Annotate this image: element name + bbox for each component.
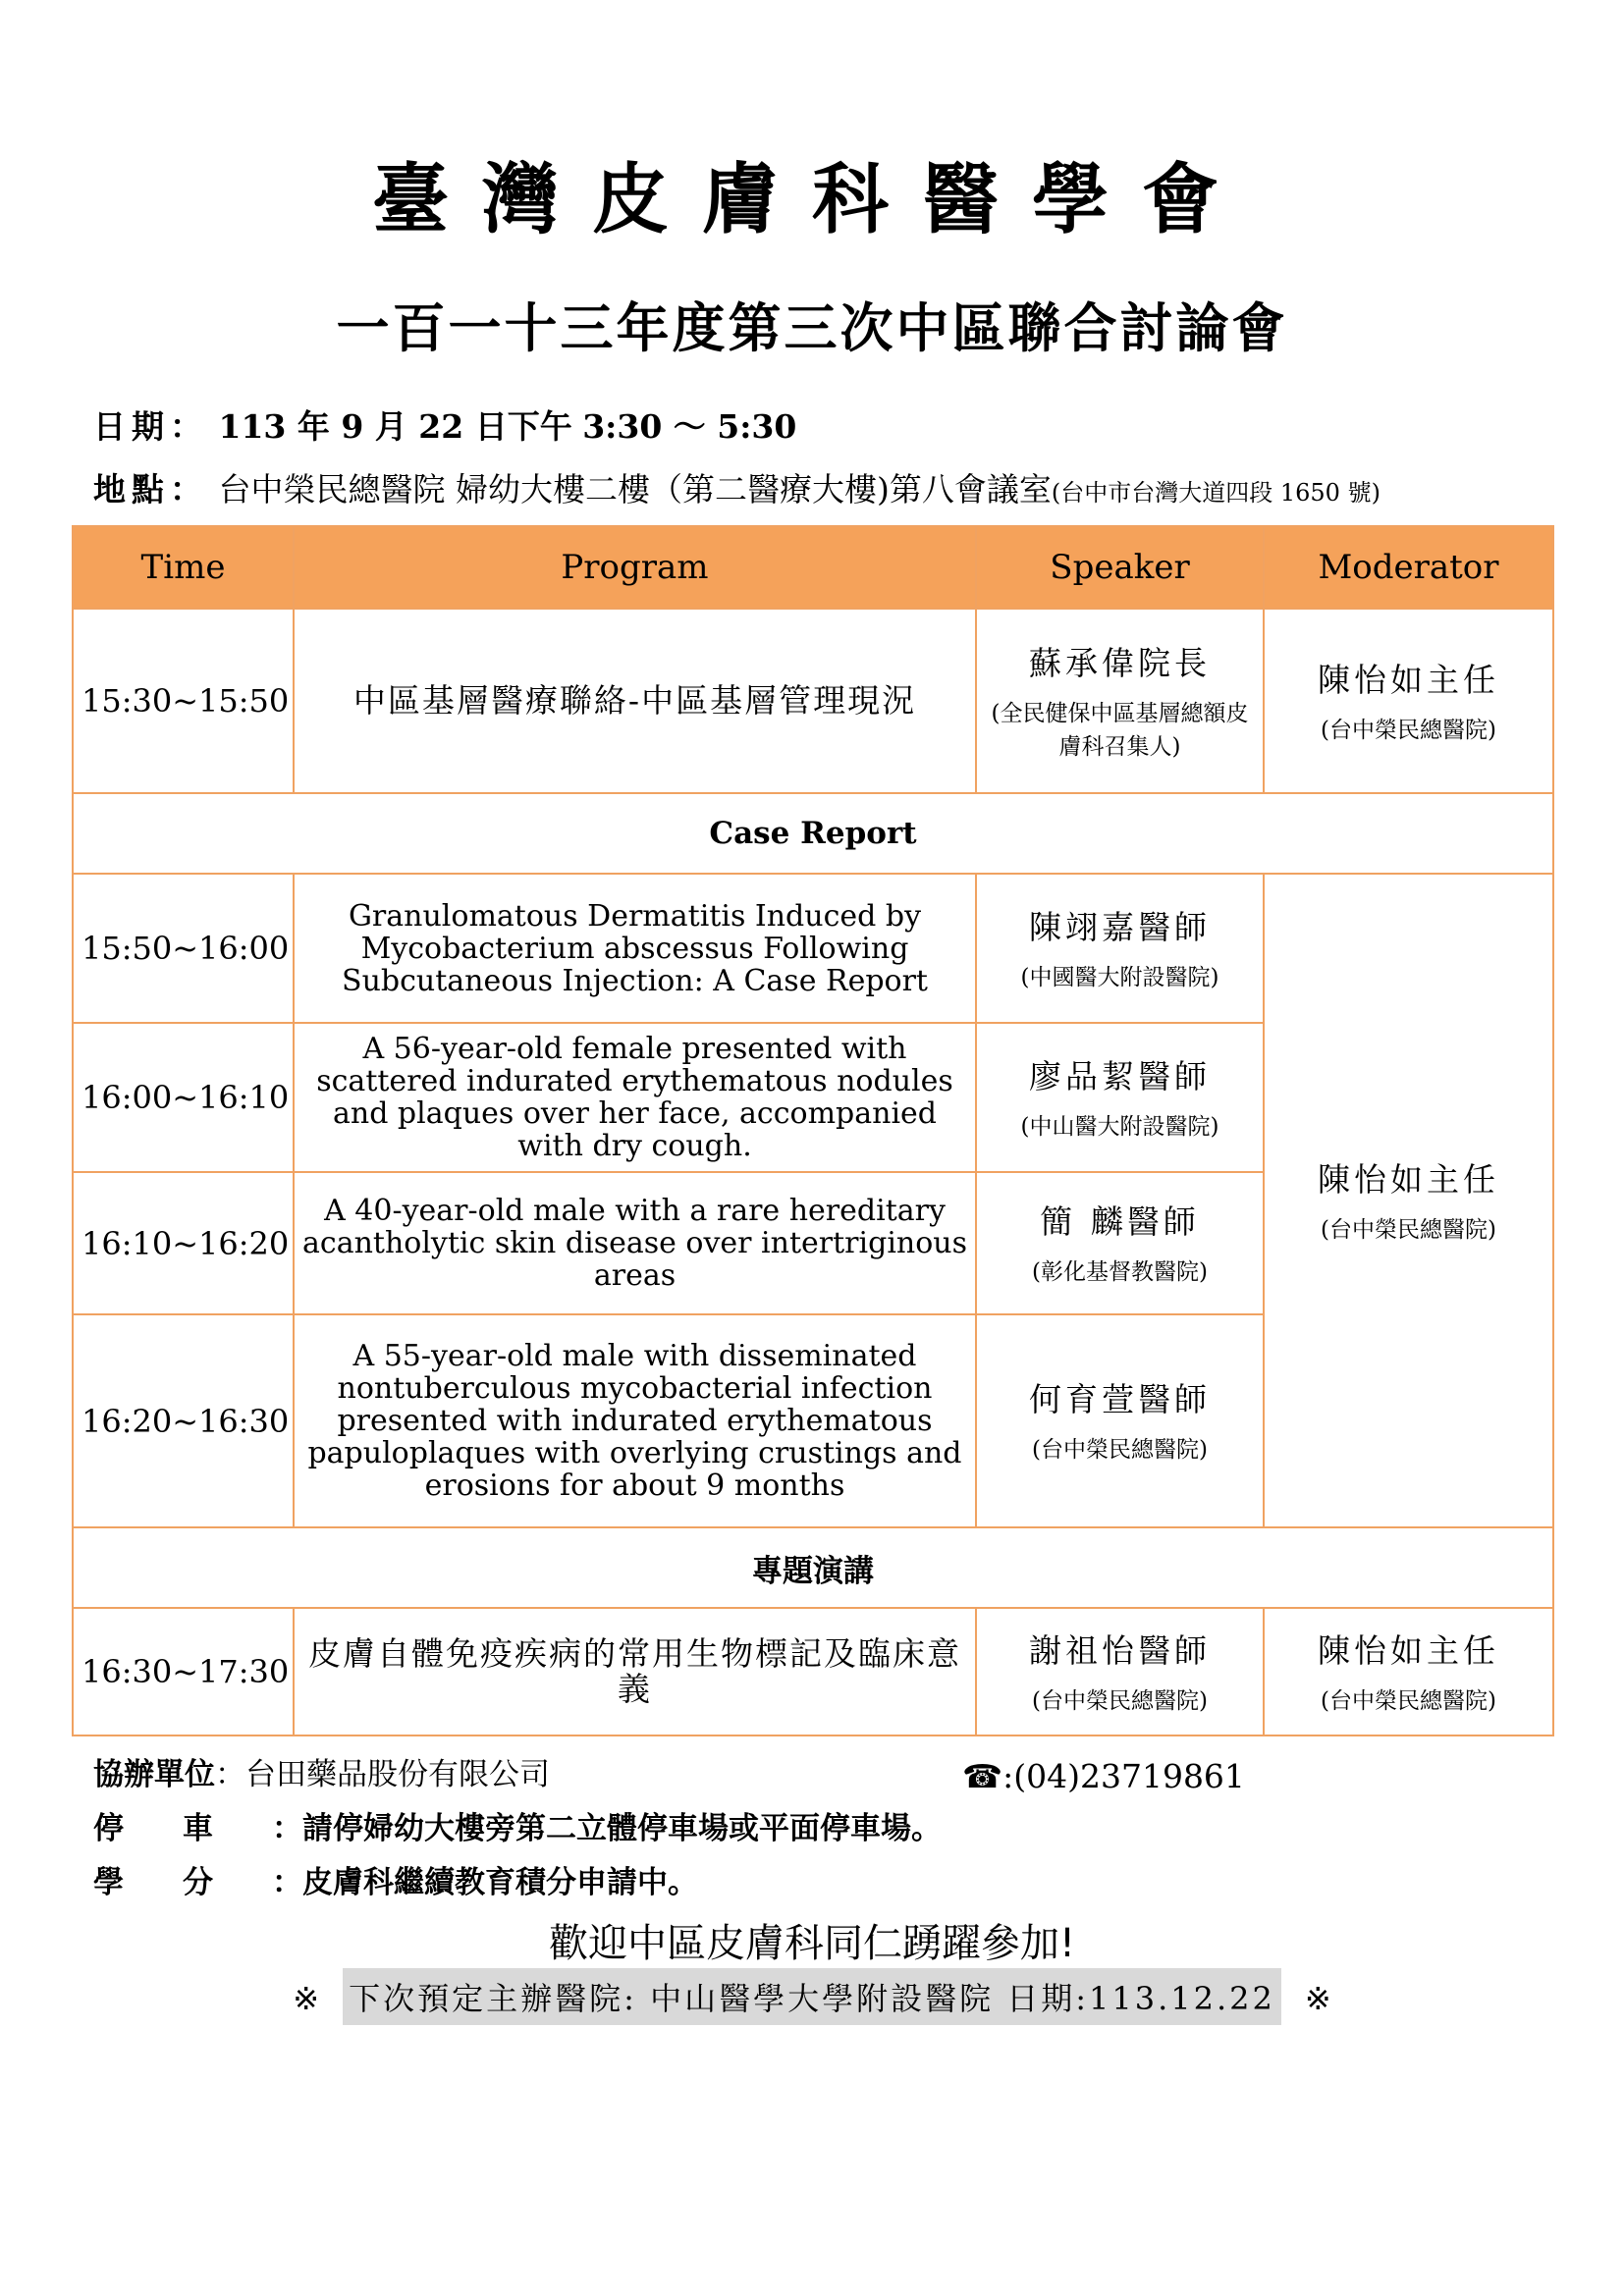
row-speaker bbox=[976, 609, 1264, 793]
date-time: 3:30 ～ 5:30 bbox=[582, 407, 797, 446]
parking-value: ：請停婦幼大樓旁第二立體停車場或平面停車場。 bbox=[272, 1811, 942, 1846]
row-time: 16:20~16:30 bbox=[73, 1314, 294, 1527]
speaker-affiliation: (台中榮民總醫院) bbox=[1032, 1687, 1208, 1714]
venue-address: (台中市台灣大道四段 1650 號) bbox=[1051, 479, 1380, 507]
next-host-note: 下次預定主辦醫院: 中山醫學大學附設醫院 日期:113.12.22 bbox=[343, 1968, 1281, 2025]
row-speaker bbox=[976, 1172, 1264, 1314]
row-speaker bbox=[976, 1608, 1264, 1735]
phone-number: ☎:(04)23719861 bbox=[962, 1757, 1245, 1795]
row-program: 中區基層醫療聯絡-中區基層管理現況 bbox=[294, 609, 976, 793]
credit-value: ：皮膚科繼續教育積分申請中。 bbox=[272, 1865, 698, 1900]
section-row-lecture bbox=[73, 1527, 1553, 1608]
section-row-case-report bbox=[73, 793, 1553, 874]
venue-line bbox=[93, 470, 1380, 508]
co-organizer-value: ：台田藥品股份有限公司 bbox=[215, 1757, 550, 1792]
credit-label: 學分 bbox=[93, 1865, 272, 1900]
moderator-name: 陳怡如主任 bbox=[1318, 1630, 1499, 1670]
date-line bbox=[93, 407, 797, 446]
row-program: A 40-year-old male with a rare hereditary acantholytic skin disease over intertriginous areas bbox=[294, 1172, 976, 1314]
credit-line bbox=[93, 1865, 698, 1900]
venue-label: 地點： bbox=[93, 470, 208, 508]
note-mark-left: ※ bbox=[293, 1980, 320, 2017]
speaker-name: 簡 麟醫師 bbox=[1040, 1202, 1200, 1242]
speaker-affiliation: (全民健保中區基層總額皮膚科召集人) bbox=[991, 701, 1249, 760]
row-speaker bbox=[976, 1314, 1264, 1527]
row-moderator bbox=[1264, 609, 1553, 793]
row-program: Granulomatous Dermatitis Induced by Mycobacterium abscessus Following Subcutaneous Injection: A Case Report bbox=[294, 874, 976, 1023]
header-program: Program bbox=[294, 526, 976, 609]
note-mark-right: ※ bbox=[1304, 1980, 1331, 2017]
row-program: 皮膚自體免疫疾病的常用生物標記及臨床意義 bbox=[294, 1608, 976, 1735]
event-title: 一百一十三年度第三次中區聯合討論會 bbox=[336, 297, 1288, 359]
speaker-name: 廖品絜醫師 bbox=[1029, 1056, 1211, 1095]
header-speaker: Speaker bbox=[976, 526, 1264, 609]
organization-title: 臺灣皮膚科醫學會 bbox=[371, 156, 1252, 244]
row-speaker bbox=[976, 874, 1264, 1023]
speaker-name: 謝祖怡醫師 bbox=[1029, 1630, 1211, 1670]
case-moderator bbox=[1264, 874, 1553, 1527]
speaker-name: 陳翊嘉醫師 bbox=[1029, 907, 1211, 946]
row-time: 16:30~17:30 bbox=[73, 1608, 294, 1735]
table-row bbox=[73, 874, 1553, 1023]
moderator-name: 陳怡如主任 bbox=[1318, 660, 1499, 699]
header-time: Time bbox=[73, 526, 294, 609]
moderator-affiliation: (台中榮民總醫院) bbox=[1321, 1687, 1496, 1714]
speaker-affiliation: (彰化基督教醫院) bbox=[1032, 1259, 1208, 1286]
table-row bbox=[73, 1608, 1553, 1735]
welcome-message: 歡迎中區皮膚科同仁踴躍參加! bbox=[548, 1921, 1076, 1966]
speaker-affiliation: (中國醫大附設醫院) bbox=[1020, 964, 1219, 990]
speaker-name: 何育萱醫師 bbox=[1029, 1380, 1211, 1419]
row-speaker bbox=[976, 1023, 1264, 1172]
row-time: 16:00~16:10 bbox=[73, 1023, 294, 1172]
speaker-name: 蘇承偉院長 bbox=[1029, 644, 1211, 683]
co-organizer-label: 協辦單位 bbox=[93, 1757, 215, 1792]
co-organizer-line bbox=[93, 1757, 550, 1792]
date-label: 日期： bbox=[93, 407, 208, 446]
moderator-affiliation: (台中榮民總醫院) bbox=[1321, 717, 1496, 743]
section-lecture: 專題演講 bbox=[73, 1527, 1553, 1608]
header-moderator: Moderator bbox=[1264, 526, 1553, 609]
parking-label: 停車 bbox=[93, 1811, 272, 1846]
next-host-row bbox=[0, 1968, 1624, 2025]
moderator-name: 陳怡如主任 bbox=[1318, 1159, 1499, 1199]
schedule-table bbox=[72, 525, 1554, 1736]
table-header-row bbox=[73, 526, 1553, 609]
parking-line bbox=[93, 1811, 942, 1846]
row-time: 15:30~15:50 bbox=[73, 609, 294, 793]
row-program: A 56-year-old female presented with scattered indurated erythematous nodules and plaques over her face, accompanied with dry cough. bbox=[294, 1023, 976, 1172]
row-program: A 55-year-old male with disseminated nontuberculous mycobacterial infection presented with indurated erythematous papuloplaques with overlying crustings and erosions for about 9 months bbox=[294, 1314, 976, 1527]
section-case-report: Case Report bbox=[73, 793, 1553, 874]
venue-value: 台中榮民總醫院 婦幼大樓二樓（第二醫療大樓)第八會議室 bbox=[218, 470, 1052, 508]
row-time: 15:50~16:00 bbox=[73, 874, 294, 1023]
speaker-affiliation: (台中榮民總醫院) bbox=[1032, 1437, 1208, 1464]
speaker-affiliation: (中山醫大附設醫院) bbox=[1020, 1113, 1219, 1140]
row-moderator bbox=[1264, 1608, 1553, 1735]
row-time: 16:10~16:20 bbox=[73, 1172, 294, 1314]
date-value: 113 年 9 月 22 日下午 bbox=[218, 407, 572, 446]
moderator-affiliation: (台中榮民總醫院) bbox=[1321, 1216, 1496, 1243]
table-row bbox=[73, 609, 1553, 793]
